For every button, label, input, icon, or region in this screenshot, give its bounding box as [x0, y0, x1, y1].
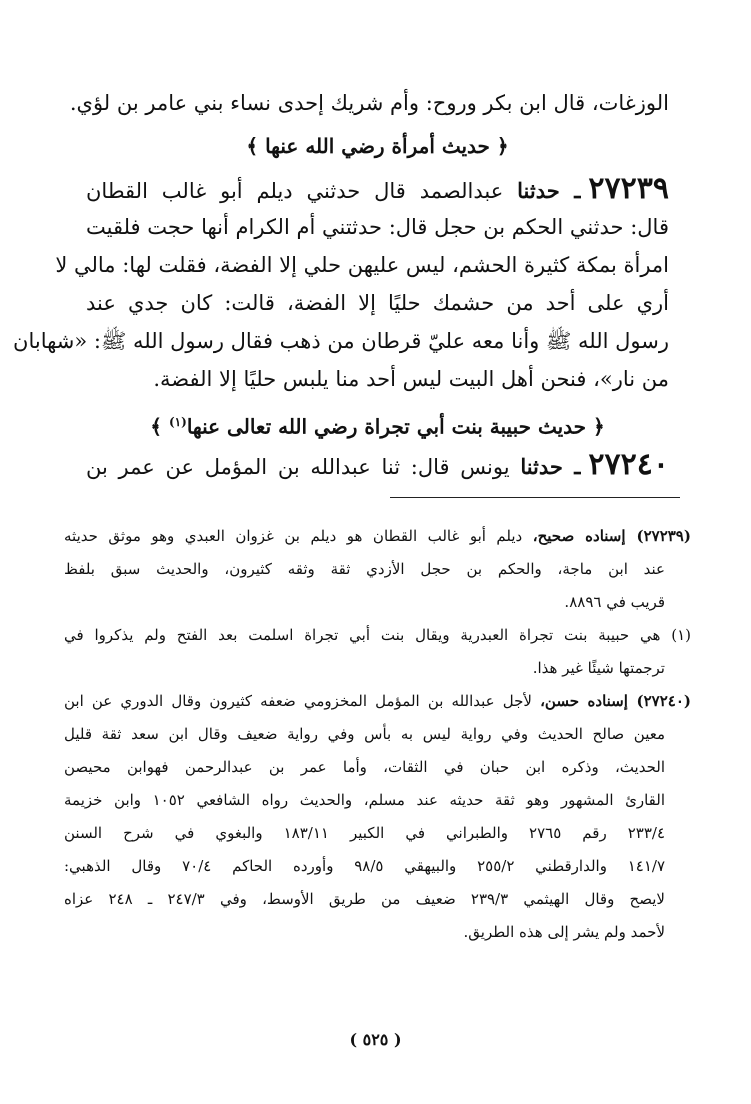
text-line: رسول الله ﷺ وأنا معه عليّ قرطان من ذهب فقال رسول الله ﷺ: «شهابان — [13, 329, 669, 353]
text-line: من نار»، فنحن أهل البيت ليس أحد منا يلبس حليًا إلا الفضة. — [153, 367, 669, 391]
footnote-1 — [64, 619, 691, 685]
text-line: أري على أحد من حشمك حليًا إلا الفضة، قالت: كان جدي عند — [86, 291, 669, 315]
main-text — [13, 84, 669, 484]
footnote-line: القارئ المشهور وهو ثقة حديثه عند مسلم، والحديث رواه الشافعي ١٠٥٢ وابن خزيمة — [64, 791, 666, 809]
hadith-27239-line — [86, 170, 669, 208]
footnote-ref: (١) — [168, 415, 187, 429]
hadith-27240-line — [86, 446, 669, 484]
footnote-line: لايصح وقال الهيثمي ٢٣٩/٣ ضعيف من طريق الأوسط، وفي ٢٤٧/٣ ـ ٢٤٨ عزاه — [64, 890, 665, 908]
hadith-number: ٢٧٢٣٩ — [588, 171, 669, 206]
footnote-line: ترجمتها شيئًا غير هذا. — [532, 659, 665, 677]
footnote-label: (٢٧٢٣٩) إسناده صحيح، — [532, 527, 691, 545]
hadith-number: ٢٧٢٤٠ — [588, 447, 669, 482]
footnote-line: لأحمد ولم يشر إلى هذه الطريق. — [463, 923, 665, 941]
text-line: امرأة بمكة كثيرة الحشم، ليس عليهن حلي إلا الفضة، فقلت لها: مالي لا — [55, 253, 669, 277]
text-line: قال: حدثني الحكم بن حجل قال: حدثتني أم الكرام أنها حجت فلقيت — [86, 215, 669, 239]
footnote-line: (١) هي حبيبة بنت تجراة العبدرية ويقال بنت أبي تجراة اسلمت بعد الفتح ولم يذكروا في — [64, 626, 691, 644]
footnote-line — [64, 685, 691, 718]
footnote-27240 — [64, 685, 691, 949]
footnote-line: معين صالح الحديث وفي رواية ليس به بأس وفي رواية ضعيف وقال ابن سعد ثقة قليل — [64, 725, 665, 743]
footnote-divider — [390, 497, 680, 498]
text-span: عبدالصمد قال حدثني ديلم أبو غالب القطان — [86, 179, 504, 203]
text-line: الوزغات، قال ابن بكر وروح: وأم شريك إحدى نساء بني عامر بن لؤي. — [69, 91, 669, 115]
footnote-label: (٢٧٢٤٠) إسناده حسن، — [540, 692, 691, 710]
section-heading — [86, 398, 669, 446]
text-span: يونس قال: ثنا عبدالله بن المؤمل عن عمر بن — [86, 455, 510, 479]
hadith-opening: ـ حدثنا — [517, 178, 581, 203]
hadith-opening: ـ حدثنا — [520, 454, 581, 479]
heading-bracket: ﴾ — [150, 414, 169, 439]
footnote-27239 — [64, 520, 691, 619]
footnote-line — [64, 520, 691, 553]
footnote-line: قريب في ٨٨٩٦. — [564, 593, 665, 611]
footnote-line: ٢٣٣/٤ رقم ٢٧٦٥ والطبراني في الكبير ١٨٣/١١ والبغوي في شرح السنن — [64, 824, 665, 842]
footnote-text: لأجل عبدالله بن المؤمل المخزومي ضعفه كثيرون وقال الدوري عن ابن — [64, 692, 532, 710]
footnote-line: عند ابن ماجة، والحكم بن حجل الأزدي ثقة وثقه كثيرون، والحديث سبق بلفظ — [64, 560, 665, 578]
heading-text: ﴿ حديث حبيبة بنت أبي تجراة رضي الله تعالى عنها — [186, 414, 605, 439]
footnote-line: الحديث، وذكره ابن حبان في الثقات، وأما عمر بن عبدالرحمن فهوابن محيصن — [64, 758, 665, 776]
page-number: ( ٥٢٥ ) — [349, 1030, 402, 1049]
footnote-text: ديلم أبو غالب القطان هو ديلم بن غزوان العبدي وهو موثق حديثه — [64, 527, 523, 545]
footnote-line: ١٤١/٧ والدارقطني ٢٥٥/٢ والبيهقي ٩٨/٥ وأورده الحاكم ٧٠/٤ وقال الذهبي: — [64, 857, 666, 875]
section-heading: ﴿ حديث أمرأة رضي الله عنها ﴾ — [246, 134, 509, 158]
footnotes — [64, 520, 691, 949]
